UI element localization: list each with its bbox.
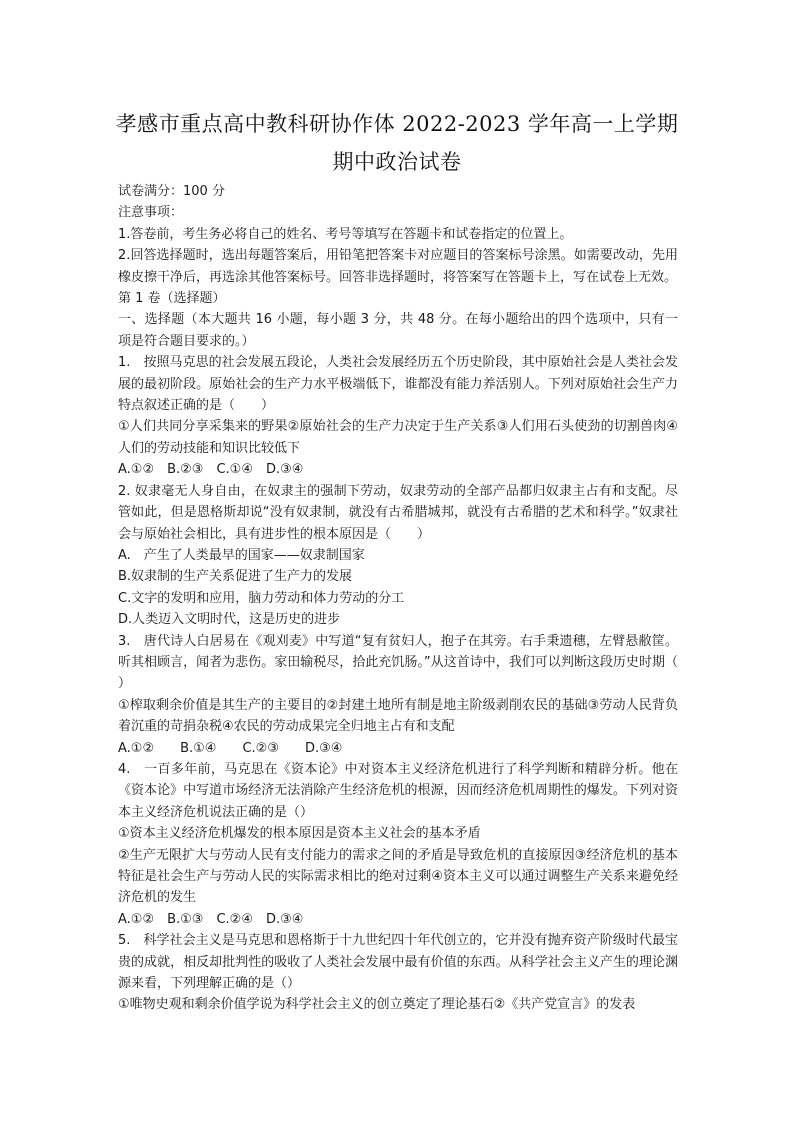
exam-title-line-1: 孝感市重点高中教科研协作体 2022-2023 学年高一上学期 xyxy=(115,112,679,136)
question-2-option-c: C.文字的发明和应用，脑力劳动和体力劳动的分工 xyxy=(118,590,405,606)
question-4-statements-2-4: ②生产无限扩大与劳动人民有支付能力的需求之间的矛盾是导致危机的直接原因③经济危机的基本特征是社会生产与劳动人民的实际需求相比的绝对过剩④资本主义可以通过调整生产关系来避免经济危机的发生 xyxy=(118,847,678,906)
question-4-stem: 4. 一百多年前，马克思在《资本论》中对资本主义经济危机进行了科学判断和精辟分析。他在《资本论》中写道市场经济无法消除产生经济危机的根源，因而经济危机周期性的爆发。下列对资本主义经济危机说法正确的是（） xyxy=(118,761,678,820)
part-instructions: 一、选择题（本大题共 16 小题，每小题 3 分，共 48 分。在每小题给出的四个选项中，只有一项是符合题目要求的。） xyxy=(118,312,678,349)
exam-body xyxy=(118,181,705,1016)
question-3-options: A.①② B.①④ C.②③ D.③④ xyxy=(118,740,343,756)
question-4-options: A.①② B.①③ C.②④ D.③④ xyxy=(118,911,304,927)
question-2-option-a: A. 产生了人类最早的国家——奴隶制国家 xyxy=(118,547,365,563)
question-2-option-b: B.奴隶制的生产关系促进了生产力的发展 xyxy=(118,569,353,585)
question-2-stem: 2. 奴隶毫无人身自由，在奴隶主的强制下劳动，奴隶劳动的全部产品都归奴隶主占有和支配。尽管如此，但是恩格斯却说“没有奴隶制，就没有古希腊城邦，就没有古希腊的艺术和科学。”奴隶社会与原始社会相比，具有进步性的根本原因是（ ） xyxy=(118,483,678,542)
score-info: 试卷满分：100 分 xyxy=(118,184,225,199)
question-1-statements: ①人们共同分享采集来的野果②原始社会的生产力决定于生产关系③人们用石头使劲的切割兽肉④人们的劳动技能和知识比较低下 xyxy=(118,419,678,456)
question-5-statements: ①唯物史观和剩余价值学说为科学社会主义的创立奠定了理论基石②《共产党宣言》的发表 xyxy=(118,997,636,1013)
question-5-stem: 5. 科学社会主义是马克思和恩格斯于十九世纪四十年代创立的，它并没有抛弃资产阶级时代最宝贵的成就，相反却批判性的吸收了人类社会发展中最有价值的东西。从科学社会主义产生的理论渊源来看，下列理解正确的是（） xyxy=(118,933,678,992)
notice-heading: 注意事项： xyxy=(118,205,184,221)
notice-item-1: 1.答卷前，考生务必将自己的姓名、考号等填写在答题卡和试卷指定的位置上。 xyxy=(118,226,573,242)
question-4-statement-1: ①资本主义经济危机爆发的根本原因是资本主义社会的基本矛盾 xyxy=(118,826,481,842)
exam-title-line-2: 期中政治试卷 xyxy=(332,150,462,174)
question-3-stem: 3. 唐代诗人白居易在《观刈麦》中写道“复有贫妇人，抱子在其旁。右手秉遗穗，左臂悬敝筐。听其相顾言，闻者为悲伤。家田输税尽，拾此充饥肠。”从这首诗中，我们可以判断这段历史时期（ ） xyxy=(118,633,705,692)
section-heading: 第 1 卷（选择题） xyxy=(118,291,226,307)
notice-item-2: 2.回答选择题时，选出每题答案后，用铅笔把答案卡对应题目的答案标号涂黑。如需要改动，先用橡皮擦干净后，再选涂其他答案标号。回答非选择题时，将答案写在答题卡上，写在试卷上无效。 xyxy=(118,248,678,285)
question-1-options: A.①② B.②③ C.①④ D.③④ xyxy=(118,462,304,478)
question-2-option-d: D.人类迈入文明时代，这是历史的进步 xyxy=(118,612,341,628)
question-1-stem: 1. 按照马克思的社会发展五段论，人类社会发展经历五个历史阶段，其中原始社会是人类社会发展的最初阶段。原始社会的生产力水平极端低下，谁都没有能力养活别人。下列对原始社会生产力特点叙述正确的是（ ） xyxy=(118,355,678,414)
question-3-statements: ①榨取剩余价值是其生产的主要目的②封建土地所有制是地主阶级剥削农民的基础③劳动人民背负着沉重的苛捐杂税④农民的劳动成果完全归地主占有和支配 xyxy=(118,697,678,735)
